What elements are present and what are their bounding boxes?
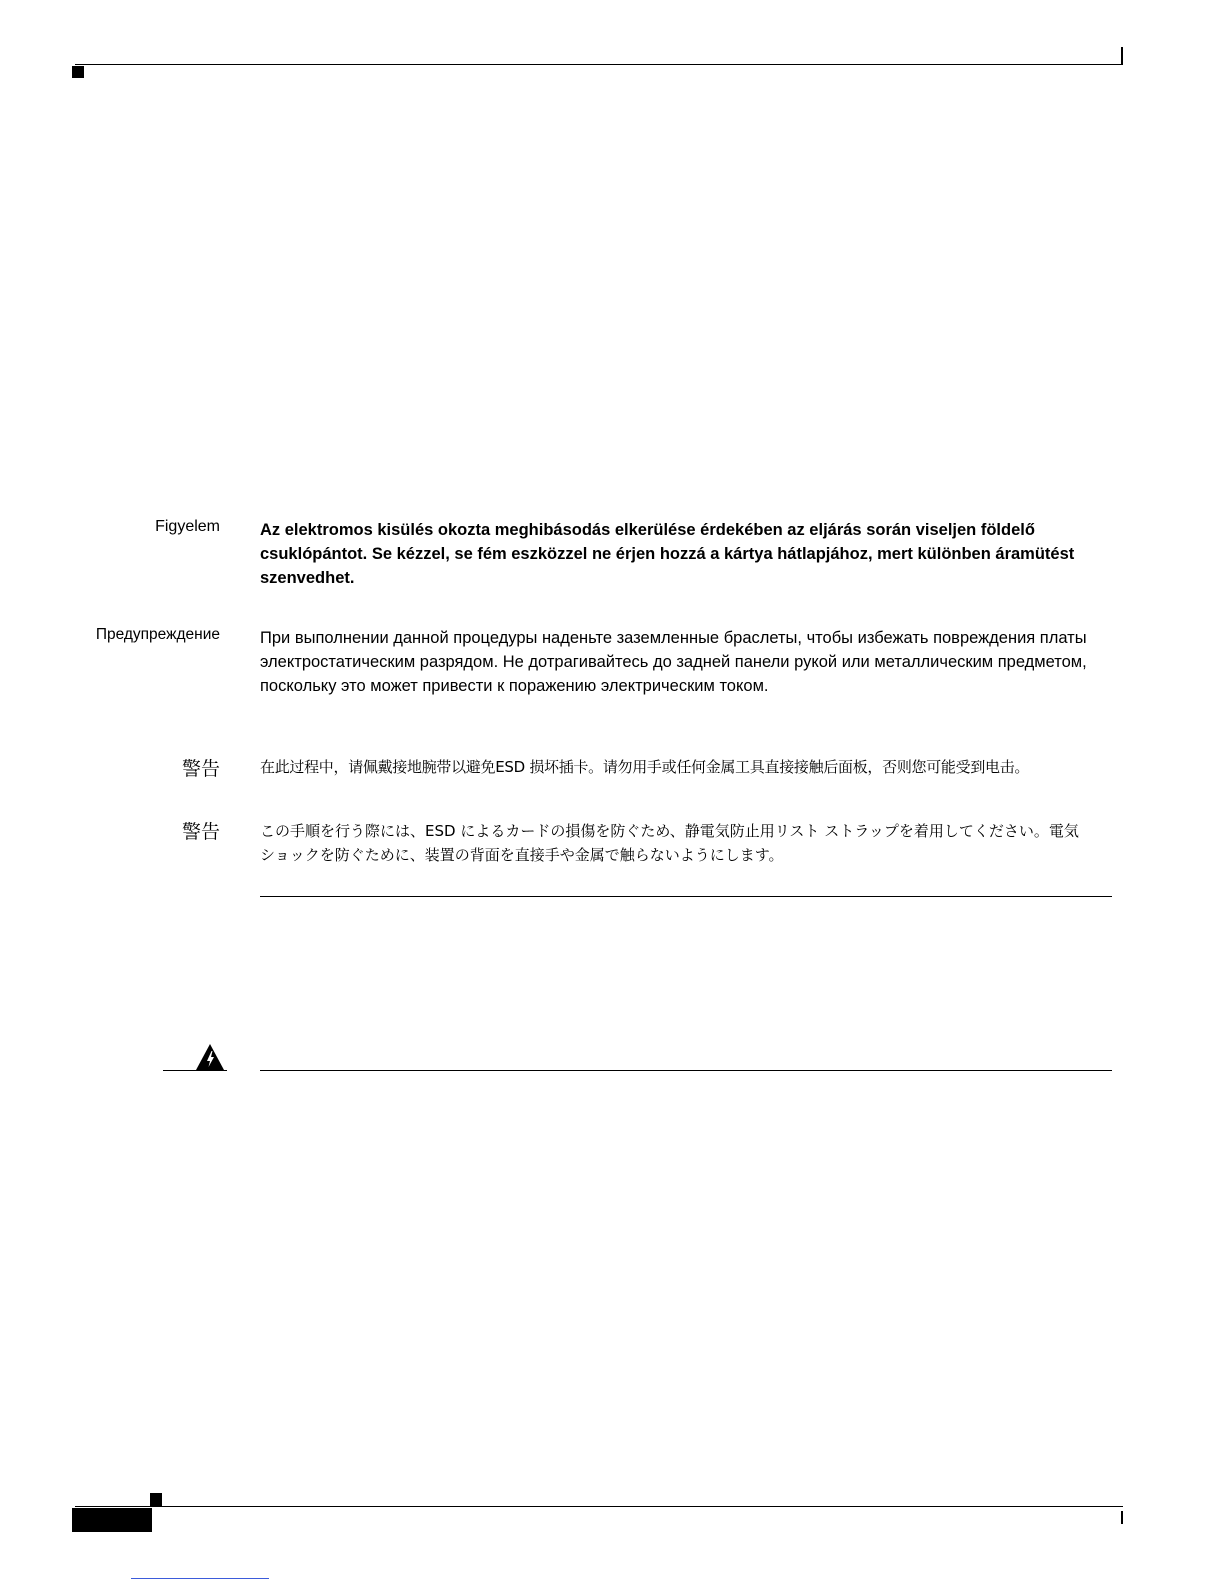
warning-text-hungarian: Az elektromos kisülés okozta meghibásodás elkerülése érdekében az eljárás során viseljen földelő csuklópántot. Se kézzel, se fém eszközzel ne érjen hozzá a kártya hátlapjához, mert különben áramütést szenvedhet.	[260, 521, 1075, 587]
icon-underline-rule	[163, 1070, 227, 1071]
warning-text-chinese: 在此过程中，请佩戴接地腕带以避免ESD 损坏插卡。请勿用手或任何金属工具直接接触后面板，否则您可能受到电击。	[260, 758, 1030, 776]
footer-rule	[75, 1506, 1123, 1507]
footer-link-underline	[131, 1578, 269, 1579]
warning-triangle-icon	[195, 1043, 225, 1071]
header-rule	[75, 64, 1123, 65]
header-tick	[1121, 47, 1123, 65]
footer-bar	[72, 1508, 152, 1532]
warning-text-russian: При выполнении данной процедуры наденьте заземленные браслеты, чтобы избежать повреждения платы электростатическим разрядом. Не дотрагивайтесь до задней панели рукой или металлическим предметом, поскольку это может привести к поражению электрическим током.	[260, 629, 1087, 695]
footer-tick	[1121, 1511, 1123, 1524]
warning-label-japanese: 警告	[181, 821, 220, 843]
warning-text-japanese: この手順を行う際には、ESD によるカードの損傷を防ぐため、静電気防止用リスト ストラップを着用してください。電気ショックを防ぐために、装置の背面を直接手や金属で触らないようにします。	[260, 822, 1079, 864]
warning-label-hungarian: Figyelem	[155, 518, 220, 535]
warning-label-russian: Предупреждение	[95, 626, 220, 643]
warning-start-rule	[260, 1070, 1112, 1071]
header-block	[72, 66, 84, 78]
section-end-rule	[260, 896, 1112, 897]
footer-square	[150, 1493, 162, 1506]
warning-label-chinese: 警告	[181, 758, 220, 780]
